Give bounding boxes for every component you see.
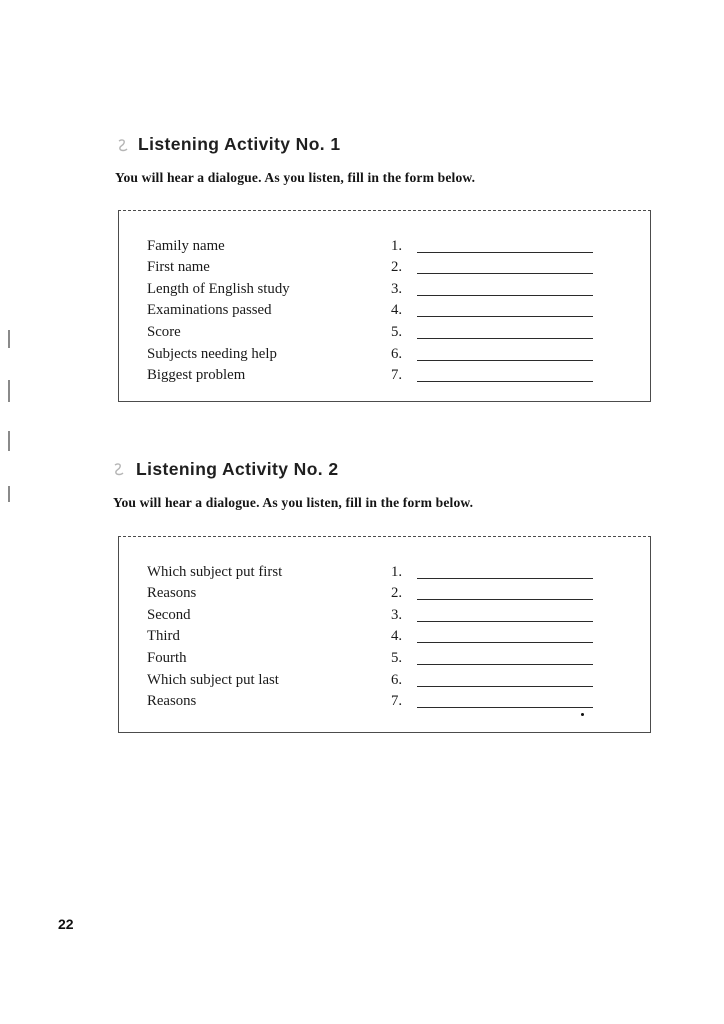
answer-blank[interactable]	[417, 691, 593, 708]
field-label: Score	[147, 323, 181, 340]
answer-blank[interactable]	[417, 562, 593, 579]
scan-artifact	[8, 486, 10, 502]
field-label: Subjects needing help	[147, 345, 277, 362]
field-label: Which subject put first	[147, 563, 283, 580]
decorative-squiggle-icon	[116, 138, 134, 154]
form-row	[147, 582, 650, 604]
answer-blank[interactable]	[417, 322, 593, 339]
form-row	[147, 256, 650, 278]
row-number: 5.	[391, 649, 403, 666]
field-label: Third	[147, 628, 180, 645]
field-label: Reasons	[147, 585, 197, 602]
row-number: 5.	[391, 323, 403, 340]
answer-blank[interactable]	[417, 670, 593, 687]
answer-blank[interactable]	[417, 365, 593, 382]
field-label: Examinations passed	[147, 302, 272, 319]
section-2-title: Listening Activity No. 2	[136, 459, 339, 479]
section-1-form-box	[118, 210, 651, 402]
field-label: First name	[147, 259, 210, 276]
field-label: Length of English study	[147, 280, 290, 297]
answer-blank[interactable]	[417, 279, 593, 296]
section-2-instruction: You will hear a dialogue. As you listen, fill in the form below.	[113, 495, 474, 510]
decorative-squiggle-icon	[112, 462, 130, 478]
field-label: Family name	[147, 237, 225, 254]
row-number: 2.	[391, 259, 403, 276]
row-number: 7.	[391, 367, 403, 384]
form-row	[147, 560, 650, 582]
ink-dot-artifact	[581, 713, 584, 716]
answer-blank[interactable]	[417, 648, 593, 665]
row-number: 6.	[391, 671, 403, 688]
answer-blank[interactable]	[417, 583, 593, 600]
answer-blank[interactable]	[417, 605, 593, 622]
form-row	[147, 342, 650, 364]
form-row	[147, 234, 650, 256]
answer-blank[interactable]	[417, 300, 593, 317]
row-number: 6.	[391, 345, 403, 362]
field-label: Second	[147, 606, 191, 623]
field-label: Biggest problem	[147, 367, 246, 384]
form-row	[147, 277, 650, 299]
form-row	[147, 646, 650, 668]
form-row	[147, 320, 650, 342]
answer-blank[interactable]	[417, 236, 593, 253]
form-row	[147, 603, 650, 625]
scan-artifact	[8, 330, 10, 348]
row-number: 3.	[391, 606, 403, 623]
section-1-instruction: You will hear a dialogue. As you listen, fill in the form below.	[115, 170, 476, 185]
field-label: Reasons	[147, 693, 197, 710]
field-label: Fourth	[147, 649, 187, 666]
row-number: 4.	[391, 628, 403, 645]
form-row	[147, 668, 650, 690]
scan-artifact	[8, 380, 10, 402]
field-label: Which subject put last	[147, 671, 279, 688]
form-row	[147, 690, 650, 712]
row-number: 4.	[391, 302, 403, 319]
answer-blank[interactable]	[417, 626, 593, 643]
page-number: 22	[58, 916, 74, 932]
form-row	[147, 299, 650, 321]
row-number: 1.	[391, 563, 403, 580]
row-number: 7.	[391, 693, 403, 710]
answer-blank[interactable]	[417, 257, 593, 274]
row-number: 2.	[391, 585, 403, 602]
scan-artifact	[8, 431, 10, 451]
row-number: 1.	[391, 237, 403, 254]
form-row	[147, 364, 650, 386]
section-1-title: Listening Activity No. 1	[138, 134, 341, 154]
form-row	[147, 625, 650, 647]
row-number: 3.	[391, 280, 403, 297]
section-2-form-box	[118, 536, 651, 733]
answer-blank[interactable]	[417, 344, 593, 361]
